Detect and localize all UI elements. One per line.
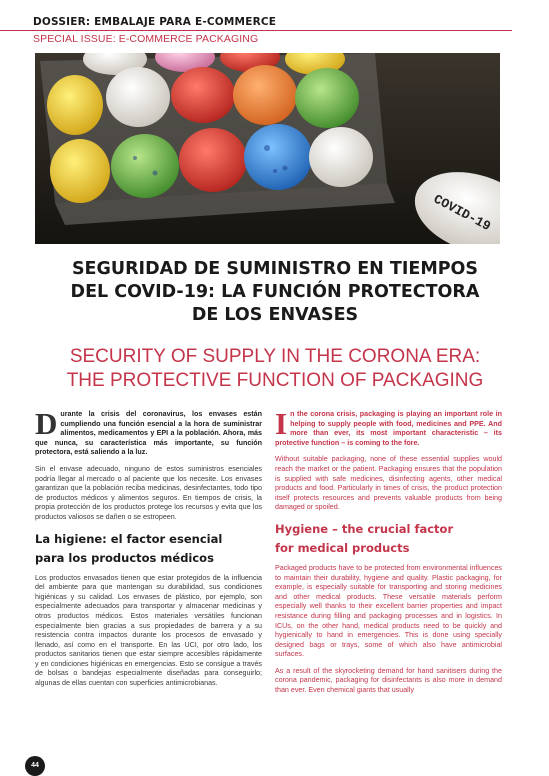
subheading-es-line1: La higiene: el factor esencial: [35, 531, 223, 546]
covid-egg-label: COVID-19: [431, 191, 494, 235]
subheading-es: [35, 530, 262, 568]
dropcap-es: D: [35, 406, 58, 441]
paragraph-en-3: As a result of the skyrocketing demand for hand sanitisers during the corona pandemic, packaging for disinfectants is also more in demand than ever. Even chemical giants that usually: [275, 666, 502, 695]
title-spanish: [40, 258, 510, 327]
paragraph-es-1: Sin el envase adecuado, ninguno de estos suministros esenciales podría llegar al mercado o al paciente que los necesite. Los envases garantizan que la población reciba medicinas, desinfectantes, todo tipo de productos médicos y alimentos seguros. En tiempos de crisis, la propia protección de los productos protege los recursos y evita que los productos valiosos se dañen o se estropeen.: [35, 464, 262, 521]
paragraph-es-2: Los productos envasados tienen que estar protegidos de la influencia del ambiente para que mantengan su durabilidad, sus condiciones higiénicas y su calidad. Los envases de plástico, por ejemplo, son especialmente adecuados para transportar y almacenar medicinas y otros productos médicos. Estos materiales versátiles funcionan especialmente bien gracias a sus propiedades de barrera y a su resistencia contra impactos durante los procesos de envasado y llenado, así como en el transporte. En las UCI, por otro lado, los productos sanitarios tienen que estar siempre accesibles rápidamente y en condiciones higiénicas en emergencias. Esto se consigue a través de bolsas o bandejas especialmente diseñadas para conseguirlo; algunas de ellas cuentan con superficies antimicrobianas.: [35, 573, 262, 688]
lead-paragraph-en: [275, 406, 502, 448]
english-column: [275, 406, 502, 703]
dropcap-en: I: [275, 406, 288, 441]
special-issue-header: SPECIAL ISSUE: E-COMMERCE PACKAGING: [33, 33, 259, 45]
lead-text-es: urante la crisis del coronavirus, los envases están cumpliendo una función esencial a la hora de suministrar alimentos, medicamentos y EPI a la población. Ahora, más que nunca, su característica más importante, su función protectora, está saliendo a la luz.: [35, 410, 262, 457]
paragraph-en-1: Without suitable packaging, none of these essential supplies would reach the market or the patient. Packaging ensures that the population is supplied with safe medicines, disinfecting agents, other medical products and food. Particularly in times of crisis, the product protection itself protects resources and prevents valuable products from being damaged or spoiled.: [275, 455, 502, 512]
title-en-line1: SECURITY OF SUPPLY IN THE CORONA ERA:: [69, 346, 481, 367]
lead-text-en: n the corona crisis, packaging is playing an important role in helping to supply people with food, medicines and PPE. And more than ever, its most important characteristic – its protective function – is coming to the fore.: [275, 410, 502, 447]
page-number: 44: [25, 756, 45, 776]
subheading-es-line2: para los productos médicos: [35, 550, 214, 565]
eggs-photo: [35, 53, 500, 244]
spanish-column: [35, 406, 262, 696]
title-es-line2: DEL COVID-19: LA FUNCIÓN PROTECTORA: [70, 282, 480, 302]
lead-paragraph-es: [35, 406, 262, 458]
dossier-header: DOSSIER: EMBALAJE PARA E-COMMERCE: [33, 16, 277, 28]
header-rule: [0, 30, 512, 31]
subheading-en-line2: for medical products: [275, 540, 410, 555]
paragraph-en-2: Packaged products have to be protected from environmental influences to maintain their durability, hygiene and quality. Plastic packaging, for example, is especially suitable for transporting and storing medicines and other medical products. These versatile materials perform especially well thanks to their excellent barrier properties and impact resistance during filling and packaging processes and in logistics. In ICUs, on the other hand, medical products need to be quickly and hygienically to hand in emergencies. This is done using specially designed bags or trays, some of which also have antimicrobial surfaces.: [275, 563, 502, 659]
title-es-line3: DE LOS ENVASES: [191, 305, 359, 325]
title-es-line1: SEGURIDAD DE SUMINISTRO EN TIEMPOS: [71, 259, 479, 279]
title-english: [40, 345, 510, 393]
subheading-en-line1: Hygiene – the crucial factor: [275, 521, 454, 536]
title-en-line2: THE PROTECTIVE FUNCTION OF PACKAGING: [66, 370, 484, 391]
subheading-en: [275, 520, 502, 558]
